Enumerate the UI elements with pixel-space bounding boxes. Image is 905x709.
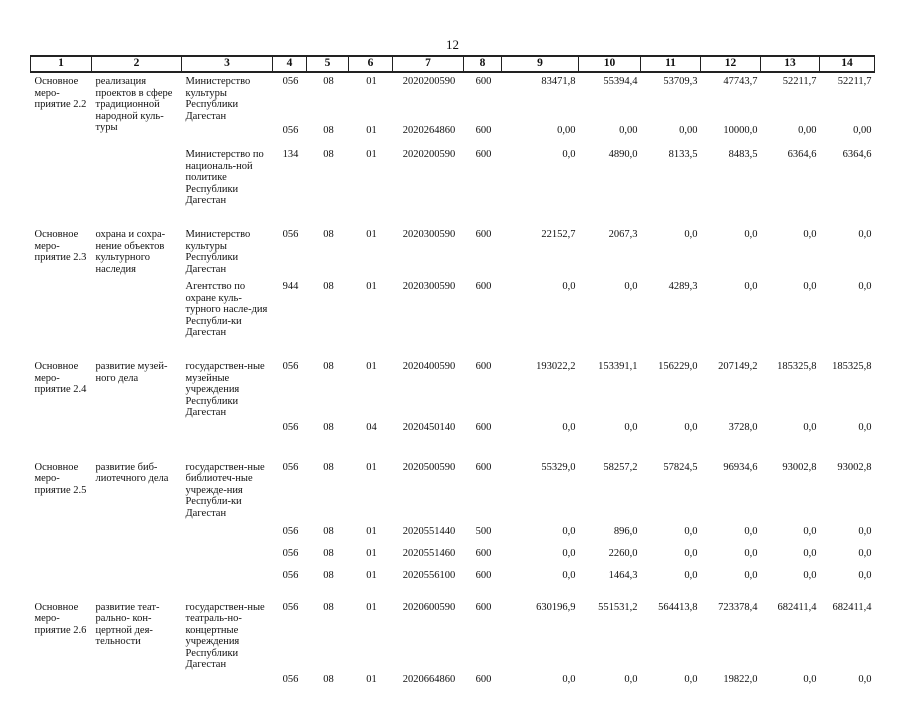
col-7-cell: 2020400590 <box>402 361 456 372</box>
col-4-cell: 056 <box>282 673 299 685</box>
col-4-cell: 056 <box>282 461 299 473</box>
col-13-cell: 682411,4 <box>777 601 817 613</box>
col-11-cell: 564413,8 <box>658 601 698 613</box>
col-8-cell: 600 <box>475 461 492 473</box>
col-10-cell: 2067,3 <box>608 229 638 240</box>
col-10-cell: 4890,0 <box>608 149 638 160</box>
col-6-cell: 01 <box>366 76 377 87</box>
table-row <box>31 459 875 523</box>
col-4-cell: 056 <box>282 601 299 613</box>
column-header: 14 <box>820 56 875 72</box>
col-14-cell: 52211,7 <box>837 76 872 87</box>
spacer-cell <box>31 589 875 599</box>
col-9-cell: 0,0 <box>562 569 576 581</box>
col-7-cell: 2020264860 <box>402 125 456 136</box>
col-13-cell: 93002,8 <box>782 461 817 473</box>
col-13-cell: 185325,8 <box>777 361 817 372</box>
col-5-cell: 08 <box>323 229 334 240</box>
col-8-cell: 600 <box>475 281 492 292</box>
table-body <box>31 72 875 709</box>
direction-cell: развитие биб-лиотечного дела <box>95 461 169 484</box>
col-14-cell: 0,00 <box>853 125 872 136</box>
col-8-cell: 600 <box>475 76 492 87</box>
col-7-cell: 2020200590 <box>402 149 456 160</box>
col-14-cell: 93002,8 <box>837 461 872 473</box>
col-12-cell: 0,0 <box>744 547 758 559</box>
col-11-cell: 53709,3 <box>663 76 698 87</box>
column-header: 6 <box>349 56 393 72</box>
event-cell: Основное меро-приятие 2.2 <box>34 76 87 110</box>
col-8-cell: 600 <box>475 149 492 160</box>
col-9-cell: 55329,0 <box>541 461 576 473</box>
col-12-cell: 19822,0 <box>723 673 758 685</box>
column-header: 7 <box>393 56 464 72</box>
col-7-cell: 2020600590 <box>402 601 456 613</box>
group-spacer <box>31 348 875 358</box>
spacer-cell <box>31 449 875 459</box>
col-4-cell: 056 <box>282 361 299 372</box>
col-6-cell: 01 <box>366 229 377 240</box>
direction-cell: развитие музей-ного дела <box>95 361 168 384</box>
col-7-cell: 2020551460 <box>402 547 456 559</box>
col-12-cell: 723378,4 <box>718 601 758 613</box>
col-9-cell: 0,00 <box>557 125 576 136</box>
column-header: 8 <box>464 56 502 72</box>
col-12-cell: 47743,7 <box>723 76 758 87</box>
executor-cell: государствен-ные театраль-но-концертные учреждения Республики Дагестан <box>185 601 265 670</box>
col-7-cell: 2020500590 <box>402 461 456 473</box>
col-6-cell: 01 <box>366 525 377 537</box>
col-6-cell: 01 <box>366 461 377 473</box>
direction-cell: охрана и сохра-нение объектов культурного наследия <box>95 229 166 275</box>
col-9-cell: 0,0 <box>562 149 576 160</box>
col-9-cell: 22152,7 <box>541 229 576 240</box>
page-number: 12 <box>446 37 459 52</box>
column-header: 9 <box>502 56 579 72</box>
column-header: 12 <box>701 56 761 72</box>
col-10-cell: 55394,4 <box>603 76 638 87</box>
col-4-cell: 944 <box>282 281 299 292</box>
col-7-cell: 2020551440 <box>402 525 456 537</box>
col-4-cell: 056 <box>282 421 299 433</box>
col-5-cell: 08 <box>323 461 334 473</box>
col-7-cell: 2020450140 <box>402 421 456 433</box>
executor-cell <box>182 122 273 146</box>
col-10-cell: 551531,2 <box>598 601 638 613</box>
col-14-cell: 6364,6 <box>842 149 872 160</box>
column-header: 3 <box>182 56 273 72</box>
col-14-cell: 0,0 <box>858 281 872 292</box>
col-14-cell: 0,0 <box>858 547 872 559</box>
col-5-cell: 08 <box>323 673 334 685</box>
col-12-cell: 0,0 <box>744 525 758 537</box>
col-7-cell: 2020200590 <box>402 76 456 87</box>
event-cell: Основное меро-приятие 2.5 <box>34 461 87 496</box>
executor-cell: Министерство культуры Республики Дагестан <box>185 229 251 275</box>
col-13-cell: 0,0 <box>803 525 817 537</box>
table-row <box>31 358 875 419</box>
executor-cell: Министерство культуры Республики Дагестан <box>185 76 251 122</box>
col-11-cell: 0,0 <box>684 547 698 559</box>
col-13-cell: 0,0 <box>803 569 817 581</box>
col-9-cell: 0,0 <box>562 547 576 559</box>
col-9-cell: 83471,8 <box>541 76 576 87</box>
col-13-cell: 0,0 <box>803 229 817 240</box>
col-9-cell: 630196,9 <box>536 601 576 613</box>
col-6-cell: 01 <box>366 601 377 613</box>
col-14-cell: 0,0 <box>858 525 872 537</box>
col-6-cell: 01 <box>366 569 377 581</box>
col-4-cell: 056 <box>282 125 299 136</box>
col-13-cell: 0,0 <box>803 673 817 685</box>
executor-cell: государствен-ные библиотеч-ные учрежде-ния Республи-ки Дагестан <box>185 461 265 519</box>
direction-cell: реализация проектов в сфере традиционной народной куль-туры <box>95 76 173 133</box>
col-10-cell: 153391,1 <box>598 361 638 372</box>
column-header: 2 <box>92 56 182 72</box>
col-11-cell: 0,0 <box>684 421 698 433</box>
col-7-cell: 2020300590 <box>402 229 456 240</box>
col-11-cell: 0,0 <box>684 229 698 240</box>
column-header: 4 <box>273 56 307 72</box>
col-8-cell: 600 <box>475 125 492 136</box>
event-cell: Основное меро-приятие 2.6 <box>34 601 87 636</box>
col-8-cell: 600 <box>475 421 492 433</box>
col-7-cell: 2020664860 <box>402 673 456 685</box>
col-9-cell: 193022,2 <box>536 361 576 372</box>
col-8-cell: 600 <box>475 673 492 685</box>
col-12-cell: 0,0 <box>744 281 758 292</box>
col-13-cell: 0,0 <box>803 547 817 559</box>
col-5-cell: 08 <box>323 76 334 87</box>
col-10-cell: 0,0 <box>624 421 638 433</box>
col-14-cell: 0,0 <box>858 673 872 685</box>
col-6-cell: 04 <box>366 421 377 433</box>
budget-table <box>30 55 875 709</box>
executor-cell <box>182 523 273 545</box>
col-9-cell: 0,0 <box>562 673 576 685</box>
col-4-cell: 056 <box>282 547 299 559</box>
col-10-cell: 896,0 <box>613 525 638 537</box>
col-8-cell: 500 <box>475 525 492 537</box>
col-8-cell: 600 <box>475 229 492 240</box>
col-12-cell: 207149,2 <box>718 361 758 372</box>
col-5-cell: 08 <box>323 547 334 559</box>
col-13-cell: 0,00 <box>798 125 817 136</box>
col-11-cell: 0,0 <box>684 569 698 581</box>
table-row <box>31 599 875 671</box>
col-12-cell: 0,0 <box>744 229 758 240</box>
col-6-cell: 01 <box>366 547 377 559</box>
col-10-cell: 0,0 <box>624 673 638 685</box>
col-5-cell: 08 <box>323 601 334 613</box>
col-11-cell: 4289,3 <box>668 281 698 292</box>
executor-cell <box>182 567 273 589</box>
col-10-cell: 1464,3 <box>608 569 638 581</box>
column-header: 1 <box>31 56 92 72</box>
executor-cell <box>182 671 273 709</box>
col-12-cell: 96934,6 <box>723 461 758 473</box>
col-5-cell: 08 <box>323 149 334 160</box>
col-11-cell: 0,00 <box>679 125 698 136</box>
col-10-cell: 2260,0 <box>608 547 638 559</box>
col-13-cell: 52211,7 <box>782 76 817 87</box>
column-header: 11 <box>641 56 701 72</box>
col-10-cell: 0,00 <box>619 125 638 136</box>
column-header: 13 <box>761 56 820 72</box>
executor-cell <box>182 419 273 449</box>
col-11-cell: 156229,0 <box>658 361 698 372</box>
executor-cell <box>182 545 273 567</box>
col-6-cell: 01 <box>366 125 377 136</box>
table-row <box>31 72 875 122</box>
col-8-cell: 600 <box>475 547 492 559</box>
col-8-cell: 600 <box>475 361 492 372</box>
col-13-cell: 0,0 <box>803 421 817 433</box>
col-6-cell: 01 <box>366 673 377 685</box>
col-11-cell: 0,0 <box>684 525 698 537</box>
col-4-cell: 056 <box>282 525 299 537</box>
group-spacer <box>31 589 875 599</box>
col-14-cell: 682411,4 <box>832 601 872 613</box>
col-5-cell: 08 <box>323 361 334 372</box>
col-12-cell: 3728,0 <box>728 421 758 433</box>
direction-cell: развитие теат-рально- кон-цертной дея-тельности <box>95 601 160 647</box>
col-5-cell: 08 <box>323 525 334 537</box>
column-header: 10 <box>579 56 641 72</box>
col-11-cell: 57824,5 <box>663 461 698 473</box>
col-7-cell: 2020556100 <box>402 569 456 581</box>
executor-cell: Министерство по националь-ной политике Республики Дагестан <box>185 149 264 206</box>
event-cell: Основное меро-приятие 2.3 <box>34 229 87 263</box>
column-header: 5 <box>307 56 349 72</box>
col-13-cell: 6364,6 <box>787 149 817 160</box>
table-row <box>31 226 875 278</box>
header-row <box>31 56 875 72</box>
group-spacer <box>31 449 875 459</box>
spacer-cell <box>31 348 875 358</box>
col-6-cell: 01 <box>366 361 377 372</box>
col-11-cell: 8133,5 <box>668 149 698 160</box>
executor-cell: Агентство по охране куль-турного насле-дия Республи-ки Дагестан <box>185 281 268 338</box>
col-4-cell: 056 <box>282 229 299 240</box>
col-9-cell: 0,0 <box>562 281 576 292</box>
col-12-cell: 0,0 <box>744 569 758 581</box>
col-4-cell: 056 <box>282 569 299 581</box>
col-10-cell: 58257,2 <box>603 461 638 473</box>
col-6-cell: 01 <box>366 149 377 160</box>
col-14-cell: 0,0 <box>858 421 872 433</box>
col-8-cell: 600 <box>475 569 492 581</box>
col-5-cell: 08 <box>323 421 334 433</box>
col-8-cell: 600 <box>475 601 492 613</box>
col-4-cell: 134 <box>282 149 299 160</box>
executor-cell: государствен-ные музейные учреждения Республики Дагестан <box>185 361 265 418</box>
group-spacer <box>31 216 875 226</box>
col-5-cell: 08 <box>323 281 334 292</box>
col-5-cell: 08 <box>323 569 334 581</box>
col-5-cell: 08 <box>323 125 334 136</box>
col-6-cell: 01 <box>366 281 377 292</box>
col-13-cell: 0,0 <box>803 281 817 292</box>
col-4-cell: 056 <box>282 76 299 87</box>
col-14-cell: 0,0 <box>858 229 872 240</box>
col-11-cell: 0,0 <box>684 673 698 685</box>
col-12-cell: 10000,0 <box>723 125 758 136</box>
col-14-cell: 0,0 <box>858 569 872 581</box>
col-9-cell: 0,0 <box>562 525 576 537</box>
col-7-cell: 2020300590 <box>402 281 456 292</box>
col-10-cell: 0,0 <box>624 281 638 292</box>
col-14-cell: 185325,8 <box>832 361 872 372</box>
col-12-cell: 8483,5 <box>728 149 758 160</box>
col-9-cell: 0,0 <box>562 421 576 433</box>
event-cell: Основное меро-приятие 2.4 <box>34 361 87 395</box>
spacer-cell <box>31 216 875 226</box>
